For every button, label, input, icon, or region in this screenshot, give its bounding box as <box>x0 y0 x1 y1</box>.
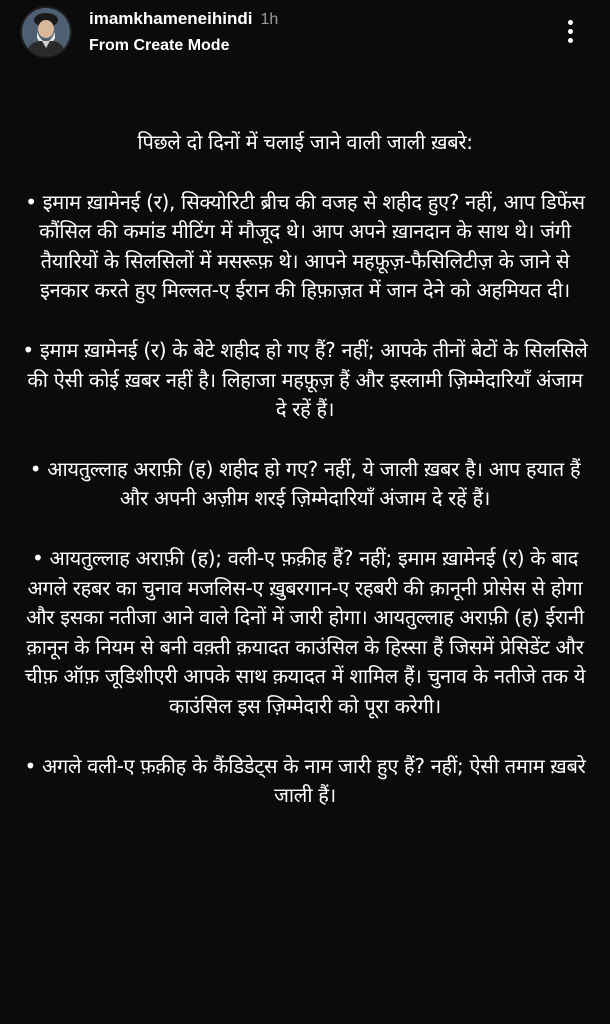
profile-avatar[interactable] <box>20 6 72 58</box>
story-header <box>0 0 610 70</box>
story-paragraph-5: • अगले वली-ए फ़क़ीह के कैंडिडेट्स के नाम जारी हुए हैं? नहीं; ऐसी तमाम ख़बरे जाली हैं। <box>24 753 586 808</box>
story-paragraph-4: • आयतुल्लाह अराफ़ी (ह); वली-ए फ़क़ीह हैं? नहीं; इमाम ख़ामेनई (र) के बाद अगले रहबर का चुनाव मजलिस-ए ख़ुबरगान-ए रहबरी की क़ानूनी प्रोसेस से होगा और इसका नतीजा आने वाले दिनों में जारी होगा। आयतुल्लाह अराफ़ी (ह) ईरानी क़ानून के नियम से बनी वक़्ती क़यादत काउंसिल के हिस्सा हैं जिसमें प्रेसिडेंट और चीफ़ ऑफ़ जूडिशीएरी आपके साथ क़यादत में शामिल हैं। चुनाव के नतीजे तक ये काउंसिल इस ज़िम्मेदारी को पूरा करेगी। <box>24 545 586 718</box>
more-vertical-icon-dot-3 <box>568 38 573 43</box>
avatar-portrait-icon <box>22 8 70 56</box>
more-options-button[interactable] <box>556 14 584 48</box>
create-mode-label: From Create Mode <box>89 37 230 54</box>
post-time: 1h <box>260 11 279 28</box>
story-paragraph-3: • आयतुल्लाह अराफ़ी (ह) शहीद हो गए? नहीं, ये जाली ख़बर है। आप हयात हैं और अपनी अज़ीम शरई ज़िम्मेदारियाँ अंजाम दे रहें हैं। <box>29 456 581 511</box>
username[interactable] <box>89 9 278 29</box>
username-text[interactable]: imamkhameneihindi <box>89 9 253 28</box>
more-vertical-icon <box>568 20 573 25</box>
story-paragraph-1: • इमाम ख़ामेनई (र), सिक्योरिटी ब्रीच की वजह से शहीद हुए? नहीं, आप डिफेंस कौंसिल की कमांड मीटिंग में मौजूद थे। आप अपने ख़ानदान के साथ थे। जंगी तैयारियों के सिलसिलों में मसरूफ़ थे। आपने महफ़ूज़-फैसिलिटीज़ के जाने से इनकार करते हुए मिल्लत-ए ईरान की हिफ़ाज़त में जान देने को अहमियत दी। <box>25 189 585 303</box>
story-text-content <box>22 128 588 841</box>
more-vertical-icon-dot-2 <box>568 29 573 34</box>
story-title: पिछले दो दिनों में चलाई जाने वाली जाली ख़बरे: <box>137 130 473 154</box>
story-paragraph-2: • इमाम ख़ामेनई (र) के बेटे शहीद हो गए हैं? नहीं; आपके तीनों बेटों के सिलसिले की ऐसी कोई ख़बर नहीं है। लिहाजा महफ़ूज़ हैं और इस्लामी ज़िम्मेदारियाँ अंजाम दे रहें हैं। <box>22 337 588 422</box>
